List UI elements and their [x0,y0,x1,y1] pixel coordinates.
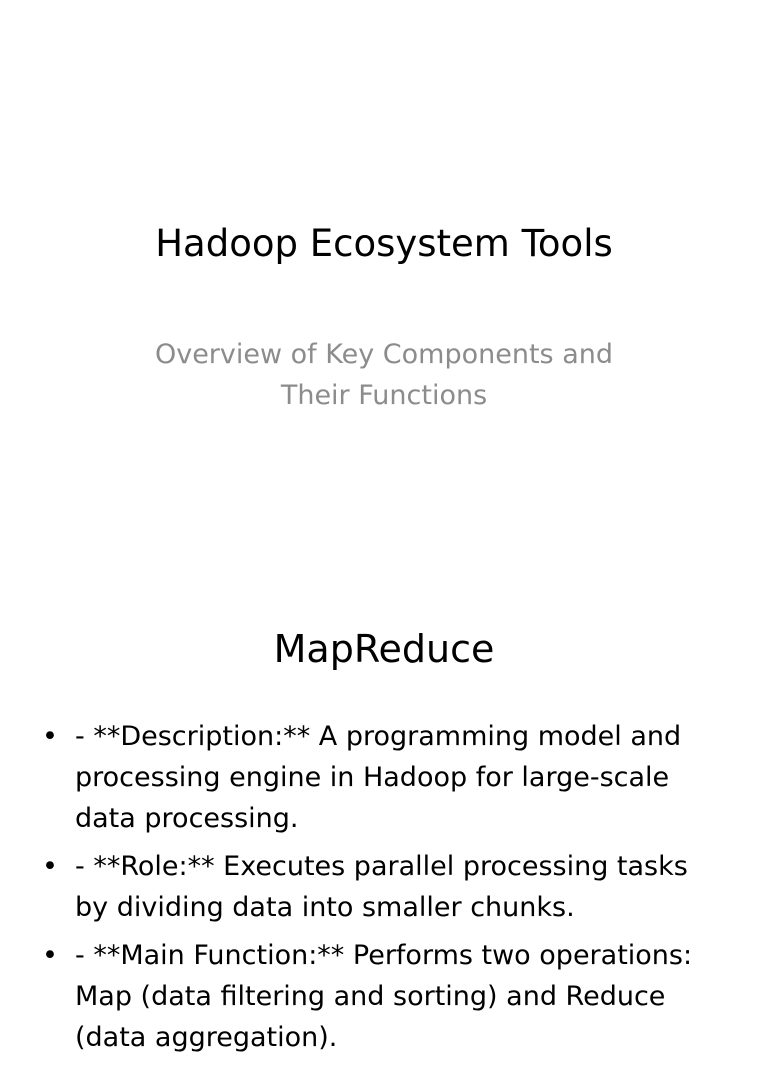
bullet-main-function [42,935,722,1058]
bullet-list [42,716,722,1065]
bullet-dot-icon: • [42,940,58,971]
bullet-text: - **Role:** Executes parallel processing tasks by dividing data into smaller chunks. [75,851,688,923]
section-title: MapReduce [273,627,495,671]
bullet-dot-icon: • [42,851,58,882]
bullet-dot-icon: • [42,721,58,752]
slide-title: Hadoop Ecosystem Tools [155,222,613,265]
bullet-text: - **Main Function:** Performs two operations: Map (data filtering and sorting) and Reduce (data aggregation). [75,940,693,1053]
bullet-description [42,716,722,839]
slide-subtitle: Overview of Key Components and Their Functions [154,339,614,411]
bullet-text: - **Description:** A programming model and processing engine in Hadoop for large-scale data processing. [75,721,682,834]
bullet-role [42,846,722,928]
mapreduce-slide [0,576,768,1053]
